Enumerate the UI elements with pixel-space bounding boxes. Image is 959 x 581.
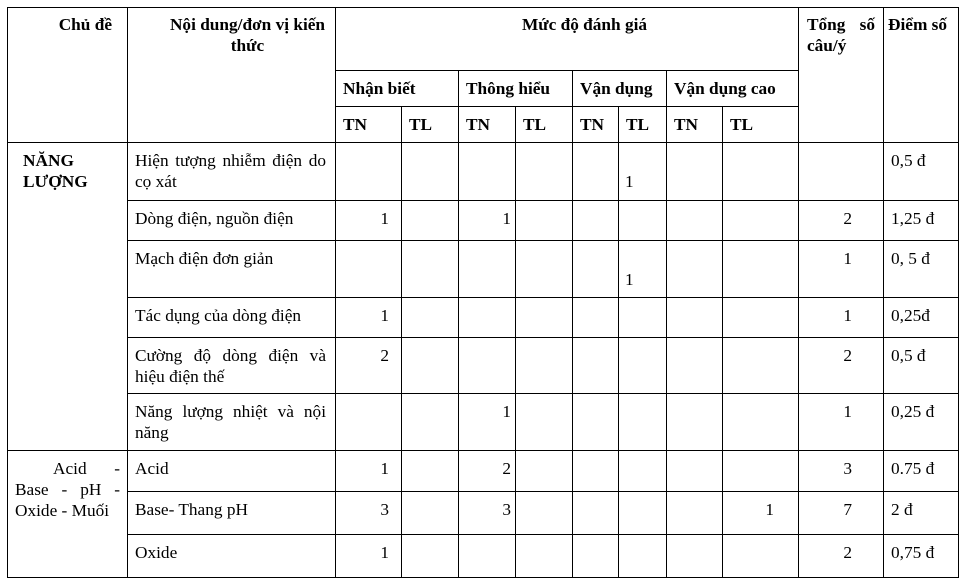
nb-tn-cell [336, 241, 402, 298]
th-tn-cell [459, 535, 516, 578]
nb-tn-cell: 1 [336, 201, 402, 241]
th-tl-cell [516, 535, 573, 578]
score-cell: 0.75 đ [884, 451, 959, 492]
content-cell: Hiện tượng nhiễm điện do cọ xát [128, 143, 336, 201]
nb-tl-cell [402, 535, 459, 578]
header-nb-tn: TN [336, 107, 402, 143]
nb-tl-cell [402, 298, 459, 338]
score-cell: 0, 5 đ [884, 241, 959, 298]
vd-tl-cell: 1 [619, 143, 667, 201]
vdc-tl-cell [723, 143, 799, 201]
header-vd-tl: TL [619, 107, 667, 143]
vdc-tn-cell [667, 394, 723, 451]
vd-tn-cell [573, 201, 619, 241]
nb-tn-cell: 1 [336, 298, 402, 338]
vdc-tn-cell [667, 298, 723, 338]
total-cell: 2 [799, 201, 884, 241]
assessment-matrix-table [7, 7, 959, 578]
th-tl-cell [516, 143, 573, 201]
th-tn-cell: 1 [459, 394, 516, 451]
table-row [8, 201, 959, 241]
th-tn-cell: 2 [459, 451, 516, 492]
total-cell: 1 [799, 298, 884, 338]
nb-tn-cell: 3 [336, 492, 402, 535]
th-tn-cell [459, 143, 516, 201]
total-cell: 2 [799, 338, 884, 394]
table-row [8, 492, 959, 535]
topic-cell-chemistry: Acid - Base - pH - Oxide - Muối [8, 451, 128, 578]
score-cell: 1,25 đ [884, 201, 959, 241]
header-topic: Chủ đề [8, 8, 128, 143]
nb-tl-cell [402, 143, 459, 201]
header-score: Điểm số [884, 8, 959, 143]
total-cell [799, 143, 884, 201]
vdc-tn-cell [667, 201, 723, 241]
topic-cell-energy: NĂNG LƯỢNG [8, 143, 128, 451]
vdc-tl-cell [723, 338, 799, 394]
table-row [8, 535, 959, 578]
nb-tn-cell [336, 394, 402, 451]
total-cell: 1 [799, 394, 884, 451]
nb-tl-cell [402, 394, 459, 451]
th-tn-cell [459, 298, 516, 338]
th-tn-cell [459, 338, 516, 394]
nb-tn-cell [336, 143, 402, 201]
table-row [8, 143, 959, 201]
header-level-thong-hieu: Thông hiểu [459, 71, 573, 107]
content-cell: Năng lượng nhiệt và nội năng [128, 394, 336, 451]
th-tl-cell [516, 241, 573, 298]
total-cell: 3 [799, 451, 884, 492]
vdc-tn-cell [667, 338, 723, 394]
table-row [8, 338, 959, 394]
vd-tn-cell [573, 338, 619, 394]
nb-tl-cell [402, 338, 459, 394]
header-th-tl: TL [516, 107, 573, 143]
header-vdc-tn: TN [667, 107, 723, 143]
table-row [8, 241, 959, 298]
vd-tn-cell [573, 535, 619, 578]
header-content: Nội dung/đơn vị kiến thức [128, 8, 336, 143]
score-cell: 2 đ [884, 492, 959, 535]
vd-tn-cell [573, 451, 619, 492]
vdc-tl-cell [723, 451, 799, 492]
header-row-main [8, 8, 959, 71]
content-cell: Oxide [128, 535, 336, 578]
header-assessment-level: Mức độ đánh giá [336, 8, 799, 71]
vd-tl-cell: 1 [619, 241, 667, 298]
score-cell: 0,25 đ [884, 394, 959, 451]
header-vdc-tl: TL [723, 107, 799, 143]
th-tl-cell [516, 338, 573, 394]
header-nb-tl: TL [402, 107, 459, 143]
vd-tn-cell [573, 241, 619, 298]
nb-tn-cell: 1 [336, 535, 402, 578]
content-cell: Cường độ dòng điện và hiệu điện thế [128, 338, 336, 394]
content-cell: Tác dụng của dòng điện [128, 298, 336, 338]
th-tl-cell [516, 201, 573, 241]
vd-tl-cell [619, 201, 667, 241]
vdc-tl-cell [723, 394, 799, 451]
score-cell: 0,5 đ [884, 338, 959, 394]
th-tl-cell [516, 492, 573, 535]
vdc-tn-cell [667, 535, 723, 578]
content-cell: Acid [128, 451, 336, 492]
vdc-tn-cell [667, 492, 723, 535]
content-cell: Mạch điện đơn giản [128, 241, 336, 298]
vd-tl-cell [619, 298, 667, 338]
total-cell: 1 [799, 241, 884, 298]
nb-tl-cell [402, 492, 459, 535]
total-cell: 2 [799, 535, 884, 578]
vdc-tl-cell [723, 535, 799, 578]
table-row [8, 394, 959, 451]
th-tn-cell: 1 [459, 201, 516, 241]
th-tl-cell [516, 298, 573, 338]
nb-tl-cell [402, 241, 459, 298]
table-row [8, 298, 959, 338]
vdc-tl-cell [723, 298, 799, 338]
header-vd-tn: TN [573, 107, 619, 143]
th-tl-cell [516, 451, 573, 492]
vd-tl-cell [619, 338, 667, 394]
vd-tl-cell [619, 535, 667, 578]
header-level-nhan-biet: Nhận biết [336, 71, 459, 107]
vd-tl-cell [619, 394, 667, 451]
vdc-tl-cell [723, 241, 799, 298]
th-tn-cell [459, 241, 516, 298]
vdc-tl-cell [723, 201, 799, 241]
nb-tl-cell [402, 201, 459, 241]
nb-tl-cell [402, 451, 459, 492]
vd-tn-cell [573, 492, 619, 535]
vd-tn-cell [573, 143, 619, 201]
content-cell: Base- Thang pH [128, 492, 336, 535]
vd-tl-cell [619, 492, 667, 535]
header-level-van-dung-cao: Vận dụng cao [667, 71, 799, 107]
vdc-tn-cell [667, 451, 723, 492]
table-row [8, 451, 959, 492]
header-total-questions: Tổng số câu/ý [799, 8, 884, 143]
total-cell: 7 [799, 492, 884, 535]
nb-tn-cell: 2 [336, 338, 402, 394]
nb-tn-cell: 1 [336, 451, 402, 492]
vd-tn-cell [573, 298, 619, 338]
score-cell: 0,5 đ [884, 143, 959, 201]
header-th-tn: TN [459, 107, 516, 143]
score-cell: 0,25đ [884, 298, 959, 338]
header-level-van-dung: Vận dụng [573, 71, 667, 107]
th-tl-cell [516, 394, 573, 451]
score-cell: 0,75 đ [884, 535, 959, 578]
vdc-tn-cell [667, 143, 723, 201]
vd-tl-cell [619, 451, 667, 492]
content-cell: Dòng điện, nguồn điện [128, 201, 336, 241]
vd-tn-cell [573, 394, 619, 451]
th-tn-cell: 3 [459, 492, 516, 535]
vdc-tl-cell: 1 [723, 492, 799, 535]
vdc-tn-cell [667, 241, 723, 298]
